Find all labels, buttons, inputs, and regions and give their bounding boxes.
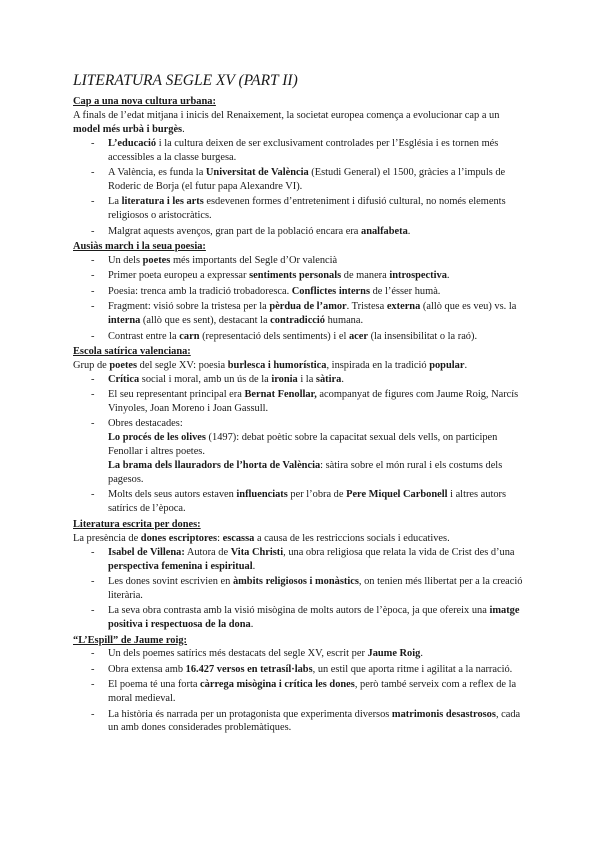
bold-text: influenciats [236, 489, 288, 501]
text-run: (representació dels sentiments) i el [199, 330, 349, 342]
text-run: Obres destacades: [108, 418, 183, 430]
text-run: : sàtira sobre el món rural i els costums dels pagesos. [108, 460, 503, 486]
text-run: , una obra religiosa que relata la vida de Crist des d’una [283, 546, 515, 558]
text-run: (allò que es veu) vs. la [420, 301, 517, 313]
bold-text: pèrdua de l’amor [269, 301, 347, 313]
list-item [73, 330, 529, 344]
bold-text: poetes [142, 254, 171, 266]
text-run: . Tristesa [346, 301, 387, 313]
text-run: . [407, 225, 411, 237]
list-item [73, 488, 529, 516]
text-run: Grup de [73, 359, 110, 371]
text-run: Obra extensa amb [108, 663, 186, 675]
bullet-list [73, 137, 529, 239]
section-heading: Ausiàs march i la seua poesia: [73, 241, 206, 253]
bold-text: imatge positiva i respectuosa de la dona [108, 605, 520, 631]
bold-text: contradicció [270, 315, 325, 327]
text-run: humana. [325, 315, 364, 327]
list-item [73, 388, 529, 416]
text-run: , cada un amb dones considerades problemàtiques. [108, 708, 521, 734]
list-item [73, 137, 529, 165]
text-run: (la insensibilitat o la raó). [367, 330, 478, 342]
text-run: Contrast entre la [108, 330, 180, 342]
text-run: La [108, 196, 122, 208]
section-intro [73, 109, 529, 137]
text-run: . [464, 359, 468, 371]
text-run: La història és narrada per un protagonista que experimenta diversos [108, 708, 392, 720]
text-run: Autora de [184, 546, 231, 558]
bold-text: càrrega misògina i crítica les dones [200, 679, 355, 691]
bold-text: externa [386, 301, 421, 313]
bold-text: poetes [109, 359, 138, 371]
bold-text: burlesca i humorística [227, 359, 327, 371]
document-title: LITERATURA SEGLE XV (PART II) [73, 72, 298, 89]
bold-text: analfabeta [361, 225, 408, 237]
bold-text: Crítica [108, 373, 140, 385]
bold-text: sàtira [315, 373, 342, 385]
list-subparagraph [108, 431, 529, 459]
bold-text: carn [179, 330, 200, 342]
bold-text: Vita Christi [230, 546, 284, 558]
section-heading: Cap a una nova cultura urbana: [73, 96, 216, 107]
bold-text: Universitat de València [205, 167, 309, 179]
bold-text: perspectiva femenina i espiritual [108, 560, 253, 572]
text-run: . [420, 648, 423, 660]
list-item [73, 300, 529, 328]
list-item [73, 663, 529, 677]
text-run: : [217, 532, 223, 544]
bold-text: escassa [222, 532, 255, 544]
bold-text: Isabel de Villena: [108, 546, 185, 558]
text-run: , un estil que aporta ritme i agilitat a la narració. [312, 663, 513, 675]
text-run: i la cultura deixen de ser exclusivament controlades per l’Església i es tornen més accessibles a la classe burgesa. [108, 137, 499, 163]
text-run: Poesia: trenca amb la tradició trobadoresca. [108, 285, 292, 297]
text-run: (Estudi General) el 1500, gràcies a l’impuls de Roderic de Borja (el futur papa Alexandre VI). [108, 167, 506, 192]
text-run: . [446, 270, 450, 282]
text-run: de l’ésser humà. [370, 285, 441, 297]
bold-text: sentiments personals [249, 270, 342, 282]
bold-text: literatura i les arts [121, 196, 204, 208]
bold-text: àmbits religiosos i monàstics [232, 575, 359, 587]
list-item [73, 254, 529, 268]
section-intro [73, 359, 529, 373]
document-content [73, 95, 529, 737]
text-run: , inspirada en la tradició [326, 359, 430, 371]
list-subparagraph [108, 459, 529, 487]
bold-text: model més urbà i burgès [73, 123, 183, 135]
list-item [73, 195, 529, 223]
text-run: de manera [341, 270, 390, 282]
text-run: Molts dels seus autors estaven [108, 489, 237, 501]
text-run: . [252, 560, 256, 572]
list-item [73, 285, 529, 299]
bold-text: Jaume Roig [367, 648, 421, 660]
section-heading: “L’Espill” de Jaume roig: [73, 634, 188, 646]
list-item [73, 546, 529, 574]
text-run: a causa de les restriccions socials i educatives. [254, 532, 450, 544]
text-run: La presència de [73, 532, 141, 544]
text-run: per l’obra de [287, 489, 347, 501]
bold-text: 16.427 versos en tetrasíl·labs [185, 663, 313, 675]
text-run: del segle XV: poesia [137, 359, 228, 371]
list-item [73, 575, 529, 603]
text-run: Malgrat aquests avenços, gran part de la població encara era [108, 225, 362, 237]
text-run: El poema té una forta [108, 679, 201, 691]
bold-text: ironia [271, 373, 298, 385]
bold-text: interna [108, 315, 141, 327]
text-run: social i moral, amb un ús de la [139, 373, 272, 385]
list-item [73, 373, 529, 387]
text-run: i altres autors satírics de l’època. [108, 489, 507, 515]
section-intro [73, 532, 529, 546]
bold-text: L’educació [108, 137, 157, 149]
text-run: Primer poeta europeu a expressar [108, 270, 250, 282]
text-run: La seva obra contrasta amb la visió misògina de molts autors de l’època, ja que ofereix una [108, 605, 490, 617]
list-item [73, 417, 529, 487]
text-run: més importants del Segle d’Or valencià [170, 254, 338, 266]
text-run: i la [297, 373, 316, 385]
bold-text: introspectiva [389, 270, 447, 282]
text-run: (1497): debat poètic sobre la capacitat sexual dels vells, on participen Fenollar i altres poetes. [108, 432, 498, 458]
list-item [73, 647, 529, 661]
text-run: (allò que es sent), destacant la [140, 315, 271, 327]
bold-text: Pere Miquel Carbonell [346, 489, 448, 501]
bullet-list [73, 254, 529, 343]
bold-text: Bernat Fenollar, [244, 389, 317, 401]
list-item [73, 269, 529, 283]
section-heading: Literatura escrita per dones: [73, 518, 201, 530]
list-item [73, 604, 529, 632]
text-run: El seu representant principal era [108, 389, 245, 401]
text-run: Fragment: visió sobre la tristesa per la [108, 301, 270, 313]
text-run: Les dones sovint escrivien en [108, 575, 233, 587]
bold-text: La brama dels llauradors de l’horta de València [108, 460, 321, 472]
text-run: A finals de l’edat mitjana i inicis del Renaixement, la societat europea comença a evolucionar cap a un [73, 109, 500, 121]
text-run: Un dels [108, 254, 143, 266]
list-item [73, 225, 529, 239]
text-run: , on tenien més llibertat per a la creació literària. [108, 575, 523, 601]
list-item [73, 678, 529, 706]
bullet-list [73, 546, 529, 632]
text-run: . [182, 123, 185, 135]
text-run: Un dels poemes satírics més destacats del segle XV, escrit per [108, 648, 368, 660]
bold-text: dones escriptores [140, 532, 218, 544]
list-item [73, 166, 529, 194]
text-run: A València, es funda la [108, 167, 206, 179]
bold-text: popular [429, 359, 465, 371]
text-run: . [341, 373, 344, 385]
text-run: esdevenen formes d’entreteniment i difusió cultural, no només elements religiosos o aristocràtics. [108, 196, 506, 222]
text-run: acompanyat de figures com Jaume Roig, Narcís Vinyoles, Joan Moreno i Joan Gassull. [108, 389, 519, 415]
bullet-list [73, 647, 529, 735]
bullet-list [73, 373, 529, 517]
text-run: . [250, 619, 254, 631]
text-run: , però també serveix com a reflex de la moral medieval. [108, 679, 517, 705]
bold-text: matrimonis desastrosos [391, 708, 496, 720]
list-item [73, 708, 529, 736]
section-heading: Escola satírica valenciana: [73, 345, 191, 357]
bold-text: Conflictes interns [291, 285, 370, 297]
bold-text: acer [348, 330, 368, 342]
bold-text: Lo procés de les olives [108, 432, 206, 444]
